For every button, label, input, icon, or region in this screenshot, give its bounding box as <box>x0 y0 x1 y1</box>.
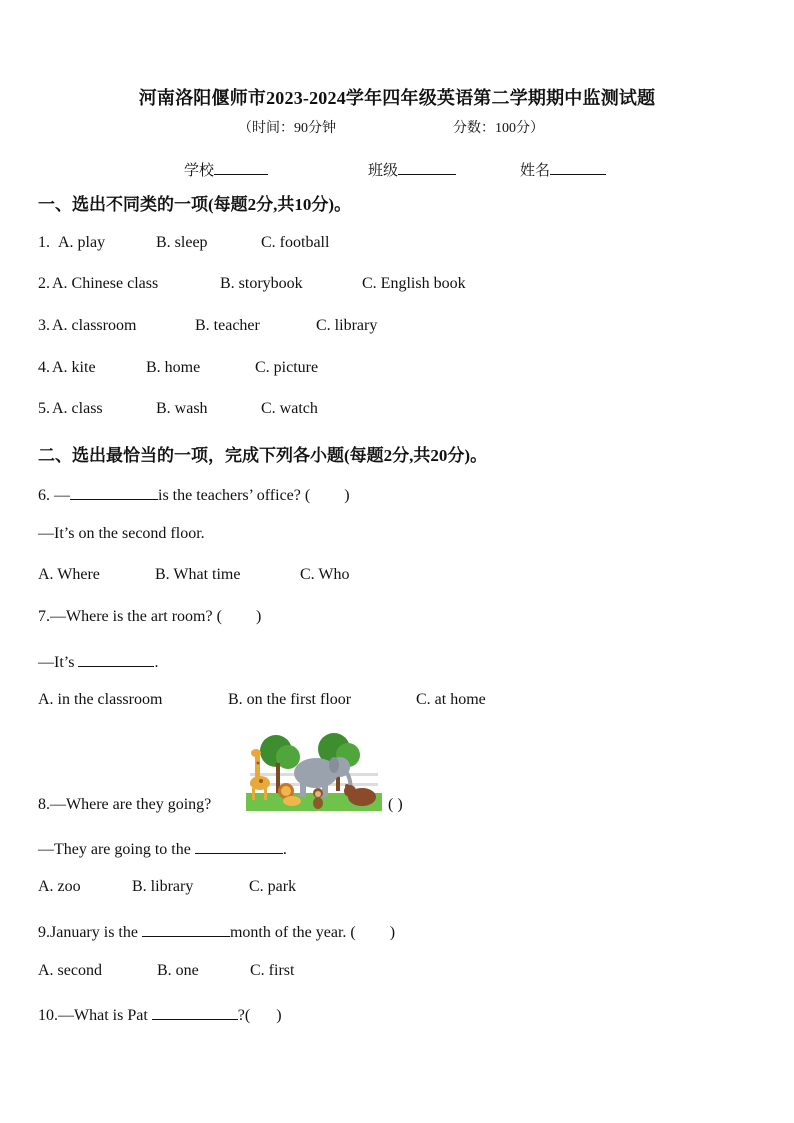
answer-text: . <box>154 654 159 671</box>
answer-paren[interactable]: ( ) <box>388 796 403 813</box>
name-field[interactable] <box>520 159 606 180</box>
paren-close: ) <box>344 487 350 504</box>
answer-blank[interactable] <box>78 650 154 667</box>
question-10 <box>38 1003 282 1025</box>
question-number: 1. <box>38 234 50 251</box>
class-label: 班级 <box>368 163 399 179</box>
score-label: 分数：100分） <box>453 121 544 136</box>
option-a[interactable]: A. zoo <box>38 878 81 895</box>
zoo-animals-image <box>246 733 382 811</box>
question-text: 9.January is the <box>38 924 138 941</box>
question-number: 3. <box>38 317 50 334</box>
school-field[interactable] <box>184 159 268 180</box>
question-text: 6. — <box>38 487 70 504</box>
option-a[interactable]: A. play <box>58 234 106 251</box>
question-2 <box>38 275 738 293</box>
option-a[interactable]: A. Chinese class <box>52 275 159 292</box>
question-number: 2. <box>38 275 50 292</box>
paren-close: ) <box>255 608 262 625</box>
option-c[interactable]: C. at home <box>416 691 486 708</box>
class-field[interactable] <box>368 159 456 180</box>
option-b[interactable]: B. one <box>157 962 199 979</box>
question-3 <box>38 317 738 335</box>
option-a[interactable]: A. class <box>52 400 103 417</box>
question-text: 7.—Where is the art room? ( <box>38 608 222 625</box>
question-7 <box>38 608 261 626</box>
option-b[interactable]: B. on the first floor <box>228 691 352 708</box>
option-c[interactable]: C. picture <box>255 359 319 376</box>
option-b[interactable]: B. sleep <box>156 234 208 251</box>
answer-blank[interactable] <box>142 920 230 937</box>
question-text: ?( <box>237 1007 251 1024</box>
option-b[interactable]: B. storybook <box>220 275 303 292</box>
question-1 <box>38 234 738 252</box>
section-1-heading: 一、选出不同类的一项(每题2分,共10分)。 <box>38 195 352 214</box>
page-title: 河南洛阳偃师市2023-2024学年四年级英语第二学期期中监测试题 <box>138 88 656 108</box>
answer-text: —It’s <box>38 654 75 671</box>
option-c[interactable]: C. first <box>250 962 295 979</box>
question-5 <box>38 400 738 418</box>
question-text: is the teachers’ office? ( <box>158 487 311 504</box>
option-c[interactable]: C. library <box>316 317 378 334</box>
option-a[interactable]: A. Where <box>38 566 100 583</box>
question-7-answer <box>38 650 158 672</box>
option-b[interactable]: B. teacher <box>195 317 260 334</box>
question-8-answer <box>38 837 287 859</box>
option-c[interactable]: C. Who <box>300 566 350 583</box>
answer-text: —They are going to the <box>38 841 191 858</box>
option-c[interactable]: C. watch <box>261 400 318 417</box>
school-label: 学校 <box>184 163 215 179</box>
paren-close: ) <box>276 1007 282 1024</box>
option-b[interactable]: B. What time <box>155 566 241 583</box>
option-b[interactable]: B. home <box>146 359 201 376</box>
question-6-answer: —It’s on the second floor. <box>38 525 205 542</box>
question-number: 4. <box>38 359 50 376</box>
answer-blank[interactable] <box>152 1003 238 1020</box>
option-c[interactable]: C. English book <box>362 275 466 292</box>
section-2-heading: 二、选出最恰当的一项，完成下列各小题(每题2分,共20分)。 <box>38 446 488 465</box>
option-a[interactable]: A. second <box>38 962 102 979</box>
question-number: 5. <box>38 400 50 417</box>
question-text: 10.—What is Pat <box>38 1007 148 1024</box>
paren-close: ) <box>389 924 396 941</box>
question-6 <box>38 483 350 505</box>
option-c[interactable]: C. park <box>249 878 297 895</box>
option-b[interactable]: B. library <box>132 878 194 895</box>
question-text: month of the year. ( <box>229 924 356 941</box>
answer-text: . <box>282 841 287 858</box>
option-c[interactable]: C. football <box>261 234 330 251</box>
question-9 <box>38 920 395 942</box>
answer-blank[interactable] <box>70 483 158 500</box>
question-8 <box>38 796 211 814</box>
option-a[interactable]: A. in the classroom <box>38 691 163 708</box>
answer-blank[interactable] <box>195 837 283 854</box>
option-b[interactable]: B. wash <box>156 400 208 417</box>
option-a[interactable]: A. classroom <box>52 317 137 334</box>
question-4 <box>38 359 738 377</box>
name-label: 姓名 <box>520 163 551 179</box>
question-text: 8.—Where are they going? <box>38 796 212 813</box>
time-label: （时间：90分钟 <box>238 121 336 136</box>
option-a[interactable]: A. kite <box>52 359 96 376</box>
